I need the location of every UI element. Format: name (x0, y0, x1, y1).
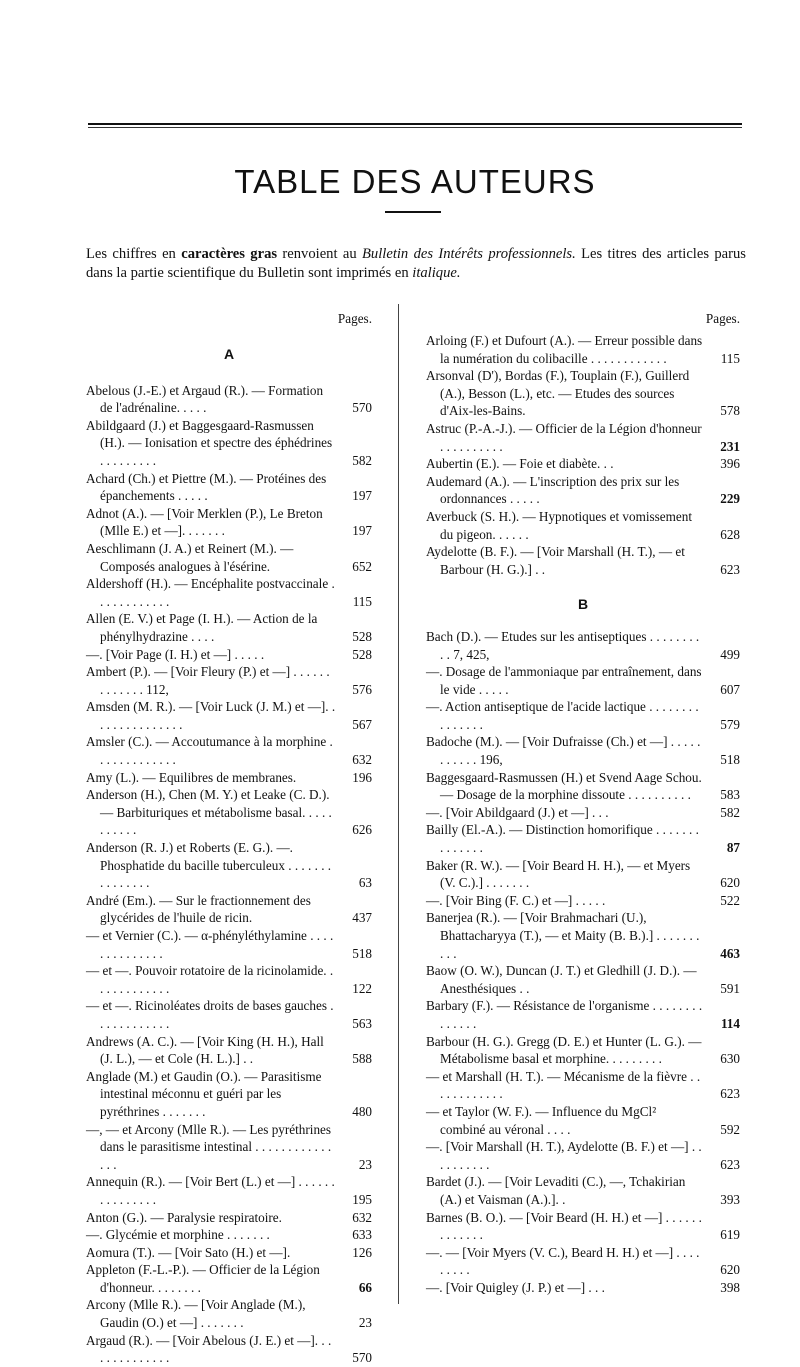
entry-text: Anderson (R. J.) et Roberts (E. G.). —. Phosphatide du bacille tuberculeux . . . . . . . . . . . . . . . (86, 840, 332, 891)
entry-text: Adnot (A.). — [Voir Merklen (P.), Le Breton (Mlle E.) et —]. . . . . . . (86, 505, 323, 539)
left-column (86, 306, 372, 1367)
index-entry (426, 698, 740, 733)
entry-text: Abelous (J.-E.) et Argaud (R.). — Formation de l'adrénaline. . . . . (86, 382, 324, 416)
entry-page-number: 126 (352, 1244, 372, 1260)
entry-page-number: 499 (720, 646, 740, 662)
entry-text: Baow (O. W.), Duncan (J. T.) et Gledhill (J. D.). — Anesthésiques . . (426, 963, 697, 996)
entry-text: —. [Voir Bing (F. C.) et —] . . . . . (426, 892, 606, 908)
index-entry (86, 505, 372, 540)
entry-page-number: 628 (720, 526, 740, 542)
intro-italic-1: Bulletin des Intérêts professionnels. (362, 246, 576, 262)
entry-page-number: 623 (720, 1156, 740, 1172)
entry-text: Amy (L.). — Equilibres de membranes. (86, 769, 297, 785)
entry-text: Badoche (M.). — [Voir Dufraisse (Ch.) et —] . . . . . . . . . . . 196, (426, 734, 701, 768)
index-entry (86, 663, 372, 698)
entry-page-number: 229 (720, 491, 740, 507)
index-entry (426, 1209, 740, 1244)
entry-text: Annequin (R.). — [Voir Bert (L.) et —] . . . . . . . . . . . . . . . (86, 1174, 335, 1207)
entry-text: —, — et Arcony (Mlle R.). — Les pyréthrines dans le parasitisme intestinal . . . . . . . . . . . . . . . (86, 1121, 332, 1172)
index-entry (86, 1244, 372, 1262)
entry-page-number: 195 (352, 1191, 372, 1207)
entry-text: —. Dosage de l'ammoniaque par entraînement, dans le vide . . . . . (426, 664, 702, 697)
index-entry (86, 540, 372, 575)
entry-text: Argaud (R.). — [Voir Abelous (J. E.) et —]. . . . . . . . . . . . . . (86, 1332, 332, 1366)
entry-text: Averbuck (S. H.). — Hypnotiques et vomissement du pigeon. . . . . . (426, 508, 693, 542)
index-entry (86, 1033, 372, 1068)
entry-page-number: 567 (352, 716, 372, 732)
section-letter-b: B (577, 596, 589, 613)
page-title: TABLE DES AUTEURS (234, 163, 596, 200)
entry-text: Aydelotte (B. F.). — [Voir Marshall (H. T.), — et Barbour (H. G.).] . . (426, 544, 685, 577)
right-entry-list-a (426, 332, 740, 578)
entry-page-number: 196 (352, 769, 372, 785)
index-entry (86, 962, 372, 997)
index-entry (86, 1068, 372, 1121)
entry-page-number: 591 (720, 980, 740, 996)
index-entry (86, 1296, 372, 1331)
entry-page-number: 583 (720, 787, 740, 803)
index-entry (426, 628, 740, 663)
index-entry (426, 1103, 740, 1138)
entry-page-number: 463 (720, 945, 740, 961)
entry-text: —. [Voir Page (I. H.) et —] . . . . . (86, 646, 265, 662)
entry-page-number: 66 (358, 1279, 372, 1295)
index-entry (426, 473, 740, 508)
index-entry (426, 769, 740, 804)
entry-page-number: 576 (352, 681, 372, 697)
entry-text: Astruc (P.-A.-J.). — Officier de la Légion d'honneur . . . . . . . . . . (426, 420, 702, 454)
right-entry-list-b (426, 628, 740, 1297)
entry-page-number: 620 (720, 1262, 740, 1278)
entry-text: Achard (Ch.) et Piettre (M.). — Protéines des épanchements . . . . . (86, 470, 327, 504)
index-entry (86, 417, 372, 470)
entry-page-number: 115 (720, 350, 740, 366)
entry-page-number: 633 (352, 1227, 372, 1243)
index-entry (426, 962, 740, 997)
index-entry (86, 1121, 372, 1174)
entry-text: Arsonval (D'), Bordas (F.), Touplain (F.), Guillerd (A.), Besson (L.), etc. — Etudes des sources d'Aix-les-Bains. (426, 368, 690, 419)
entry-page-number: 518 (352, 945, 372, 961)
entry-text: Arcony (Mlle R.). — [Voir Anglade (M.), Gaudin (O.) et —] . . . . . . . (86, 1297, 306, 1331)
entry-text: Banerjea (R.). — [Voir Brahmachari (U.), Bhattacharyya (T.), — et Maity (B. B.).] . . . . . . . . . . (426, 910, 700, 961)
entry-page-number: 570 (352, 1350, 372, 1366)
entry-page-number: 588 (352, 1051, 372, 1067)
index-entry (86, 927, 372, 962)
left-entry-list (86, 382, 372, 1367)
entry-page-number: 398 (720, 1279, 740, 1295)
entry-page-number: 578 (720, 403, 740, 419)
entry-page-number: 115 (352, 593, 372, 609)
header-rule (88, 123, 742, 125)
entry-page-number: 393 (720, 1191, 740, 1207)
section-letter-a: A (223, 346, 235, 362)
entry-text: — et —. Ricinoléates droits de bases gauches . . . . . . . . . . . . (86, 998, 334, 1031)
index-entry (426, 804, 740, 822)
index-entry (426, 1279, 740, 1297)
index-entry (86, 1332, 372, 1367)
entry-page-number: 623 (720, 1086, 740, 1102)
index-entry (86, 1261, 372, 1296)
index-entry (86, 646, 372, 664)
entry-page-number: 626 (352, 822, 372, 838)
index-entry (86, 733, 372, 768)
entry-page-number: 623 (720, 561, 740, 577)
entry-page-number: 570 (352, 400, 372, 416)
entry-text: Bardet (J.). — [Voir Levaditi (C.), —, Tchakirian (A.) et Vaisman (A.).]. . (426, 1174, 686, 1207)
entry-text: Baker (R. W.). — [Voir Beard H. H.), — et Myers (V. C.).] . . . . . . . (426, 857, 691, 891)
intro-paragraph (86, 245, 746, 283)
entry-page-number: 518 (720, 752, 740, 768)
entry-page-number: 114 (720, 1015, 740, 1031)
entry-page-number: 607 (720, 681, 740, 697)
pages-header-right: Pages. (705, 311, 740, 326)
entry-text: Barnes (B. O.). — [Voir Beard (H. H.) et —] . . . . . . . . . . . . . (426, 1209, 702, 1243)
entry-text: Anderson (H.), Chen (M. Y.) et Leake (C. D.). — Barbituriques et métabolisme basal. . . . . . . . . . . (86, 787, 332, 838)
entry-text: Barbour (H. G.). Gregg (D. E.) et Hunter (L. G.). — Métabolisme basal et morphine. . . . . . . . . (426, 1033, 702, 1067)
entry-text: Andrews (A. C.). — [Voir King (H. H.), Hall (J. L.), — et Cole (H. L.).] . . (86, 1033, 324, 1067)
index-entry (86, 575, 372, 610)
index-entry (86, 610, 372, 645)
entry-text: Bailly (El.-A.). — Distinction homorifique . . . . . . . . . . . . . . (426, 822, 699, 856)
index-entry (86, 839, 372, 892)
index-entry (426, 663, 740, 698)
entry-page-number: 579 (720, 716, 740, 732)
entry-text: —. Action antiseptique de l'acide lactique . . . . . . . . . . . . . . . (426, 699, 699, 732)
entry-text: Abildgaard (J.) et Baggesgaard-Rasmussen (H.). — Ionisation et spectre des éphédrines . . . . . . . . . (86, 417, 333, 468)
entry-page-number: 522 (720, 892, 740, 908)
entry-page-number: 63 (358, 875, 372, 891)
index-entry (426, 909, 740, 962)
right-column (426, 306, 740, 1296)
entry-text: Aeschlimann (J. A.) et Reinert (M.). — Composés analogues à l'ésérine. (86, 540, 294, 574)
index-entry (86, 382, 372, 417)
entry-text: Amsden (M. R.). — [Voir Luck (J. M.) et —]. . . . . . . . . . . . . . . (86, 699, 336, 732)
index-entry (426, 1173, 740, 1208)
entry-page-number: 528 (352, 646, 372, 662)
entry-page-number: 480 (352, 1103, 372, 1119)
entry-text: — et Taylor (W. F.). — Influence du MgCl² combiné au véronal . . . . (426, 1103, 657, 1137)
entry-page-number: 620 (720, 875, 740, 891)
index-entry (86, 470, 372, 505)
index-entry (426, 1138, 740, 1173)
entry-text: —. [Voir Abildgaard (J.) et —] . . . (426, 804, 609, 820)
intro-text-2: renvoient au (277, 246, 363, 262)
entry-text: —. — [Voir Myers (V. C.), Beard H. H.) et —] . . . . . . . . . (426, 1244, 700, 1278)
entry-page-number: 437 (352, 910, 372, 926)
title-underline (385, 211, 441, 213)
entry-page-number: 197 (352, 523, 372, 539)
entry-page-number: 582 (352, 452, 372, 468)
index-entry (426, 857, 740, 892)
entry-text: Baggesgaard-Rasmussen (H.) et Svend Aage Schou. — Dosage de la morphine dissoute . . . . . . . . . . (426, 769, 702, 803)
entry-text: —. [Voir Marshall (H. T.), Aydelotte (B. F.) et —] . . . . . . . . . . (426, 1139, 702, 1172)
entry-text: Appleton (F.-L.-P.). — Officier de la Légion d'honneur. . . . . . . . (86, 1262, 320, 1295)
index-entry (426, 1244, 740, 1279)
index-entry (86, 698, 372, 733)
entry-page-number: 528 (352, 628, 372, 644)
entry-page-number: 396 (720, 456, 740, 472)
entry-page-number: 563 (352, 1015, 372, 1031)
index-entry (426, 997, 740, 1032)
index-entry (86, 892, 372, 927)
entry-text: Aldershoff (H.). — Encéphalite postvaccinale . . . . . . . . . . . . (86, 576, 335, 609)
entry-text: Barbary (F.). — Résistance de l'organisme . . . . . . . . . . . . . . (426, 998, 703, 1031)
index-entry (86, 769, 372, 787)
index-entry (426, 1068, 740, 1103)
header-rule-thin (88, 127, 742, 128)
entry-text: André (Em.). — Sur le fractionnement des glycérides de l'huile de ricin. (86, 892, 311, 926)
intro-text-3: Les titres des articles parus dans la partie scientifique du Bulletin sont imprimés en (86, 246, 746, 281)
intro-text-1: Les chiffres en (86, 246, 182, 262)
entry-text: Audemard (A.). — L'inscription des prix sur les ordonnances . . . . . (426, 473, 680, 507)
index-entry (86, 1226, 372, 1244)
index-entry (426, 733, 740, 768)
entry-page-number: 652 (352, 558, 372, 574)
entry-page-number: 630 (720, 1051, 740, 1067)
entry-text: — et Vernier (C.). — α-phényléthylamine . . . . . . . . . . . . . . (86, 928, 334, 961)
entry-text: Allen (E. V.) et Page (I. H.). — Action de la phénylhydrazine . . . . (86, 611, 318, 644)
entry-page-number: 619 (720, 1227, 740, 1243)
entry-page-number: 632 (352, 752, 372, 768)
intro-bold: caractères gras (181, 246, 278, 262)
entry-text: Amsler (C.). — Accoutumance à la morphine . . . . . . . . . . . . . (86, 734, 333, 768)
entry-text: Anton (G.). — Paralysie respiratoire. (86, 1209, 282, 1225)
entry-page-number: 592 (720, 1121, 740, 1137)
entry-page-number: 122 (352, 980, 372, 996)
entry-text: Arloing (F.) et Dufourt (A.). — Erreur possible dans la numération du colibacille . . . . . . . . . . . . (426, 333, 703, 366)
entry-text: —. Glycémie et morphine . . . . . . . (86, 1227, 270, 1243)
index-entry (426, 332, 740, 367)
entry-text: Anglade (M.) et Gaudin (O.). — Parasitisme intestinal méconnu et guéri par les pyréthrines . . . . . . . (86, 1068, 322, 1119)
entry-text: Ambert (P.). — [Voir Fleury (P.) et —] . . . . . . . . . . . . . 112, (86, 664, 330, 697)
entry-page-number: 87 (726, 840, 740, 856)
index-entry (426, 1033, 740, 1068)
intro-italic-2: italique. (412, 265, 461, 281)
index-entry (426, 508, 740, 543)
index-entry (426, 543, 740, 578)
entry-page-number: 23 (358, 1156, 372, 1172)
index-entry (86, 1209, 372, 1227)
index-entry (426, 892, 740, 910)
index-entry (86, 786, 372, 839)
entry-page-number: 23 (358, 1315, 372, 1331)
entry-text: —. [Voir Quigley (J. P.) et —] . . . (426, 1279, 605, 1295)
entry-page-number: 197 (352, 488, 372, 504)
pages-header-left: Pages. (337, 311, 372, 326)
index-entry (426, 367, 740, 420)
entry-text: Bach (D.). — Etudes sur les antiseptiques . . . . . . . . . . 7, 425, (426, 628, 700, 662)
entry-page-number: 582 (720, 804, 740, 820)
entry-text: Aubertin (E.). — Foie et diabète. . . (426, 456, 614, 472)
index-entry (426, 420, 740, 455)
column-divider (398, 304, 399, 1304)
entry-page-number: 231 (720, 438, 740, 454)
index-entry (426, 821, 740, 856)
entry-text: — et Marshall (H. T.). — Mécanisme de la fièvre . . . . . . . . . . . . (426, 1068, 701, 1102)
entry-text: — et —. Pouvoir rotatoire de la ricinolamide. . . . . . . . . . . . . (86, 963, 334, 996)
index-entry (426, 455, 740, 473)
entry-page-number: 632 (352, 1209, 372, 1225)
index-entry (86, 1173, 372, 1208)
entry-text: Aomura (T.). — [Voir Sato (H.) et —]. (86, 1244, 291, 1260)
index-entry (86, 997, 372, 1032)
